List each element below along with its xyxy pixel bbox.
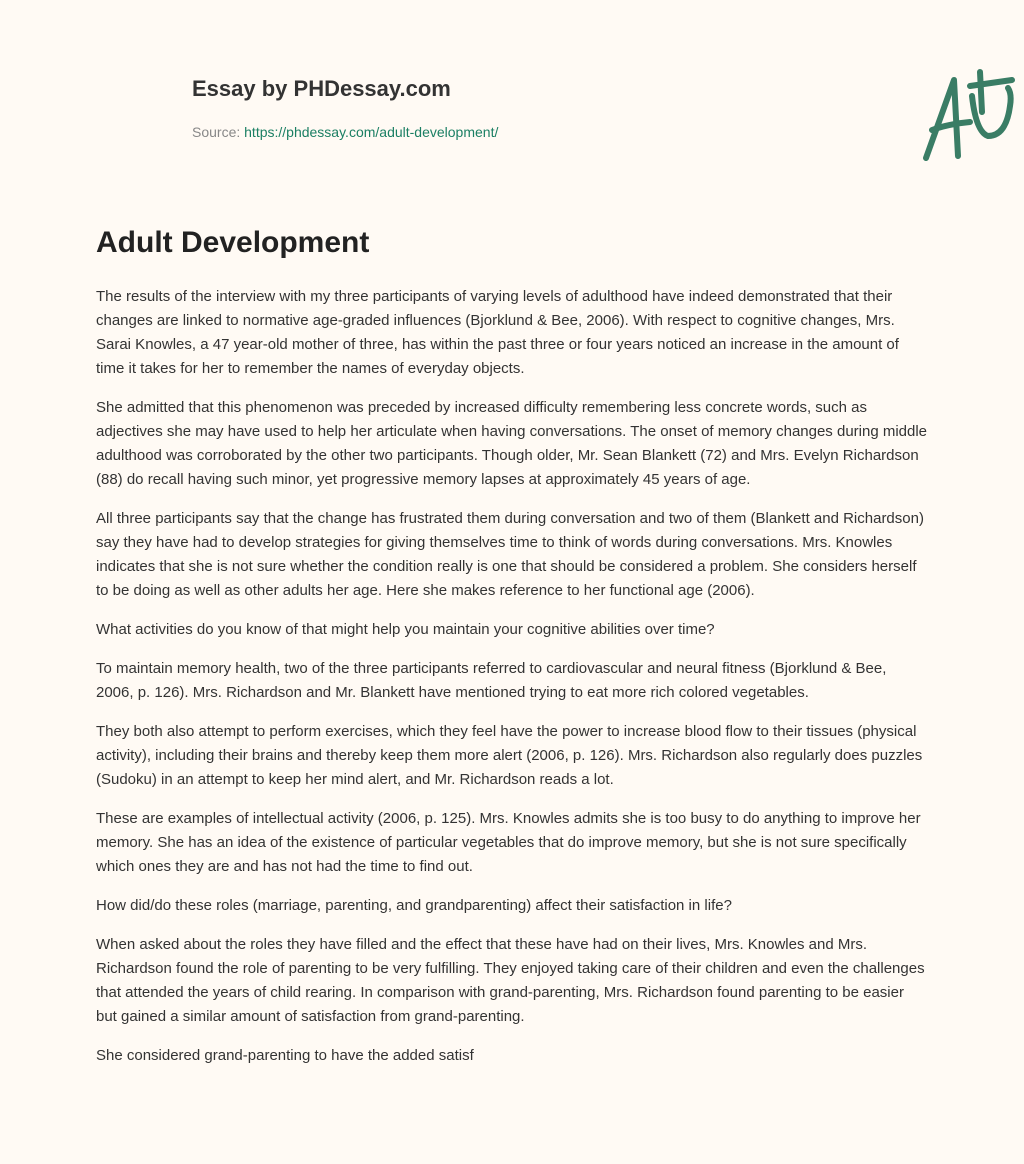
paragraph: All three participants say that the change has frustrated them during conversation and two of them (Blankett and Richardson) say they have had to develop strategies for giving themselves time to think of words during conversations. Mrs. Knowles indicates that she is not sure whether the condition really is one that should be considered a problem. She considers herself to be doing as well as other adults her age. Here she makes reference to her functional age (2006). bbox=[96, 510, 924, 599]
essay-title: Adult Development bbox=[96, 226, 370, 259]
paragraph: They both also attempt to perform exercises, which they feel have the power to increase blood flow to their tissues (physical activity), including their brains and thereby keep them more alert (2006, p. 126). Mrs. Richardson also regularly does puzzles (Sudoku) in an attempt to keep her mind alert, and Mr. Richardson reads a lot. bbox=[96, 723, 923, 788]
source-line bbox=[192, 124, 498, 140]
paragraph: What activities do you know of that might help you maintain your cognitive abilities over time? bbox=[96, 621, 715, 638]
paragraph: She considered grand-parenting to have the added satisf bbox=[96, 1047, 474, 1064]
a-plus-logo-icon bbox=[914, 66, 1024, 166]
source-link[interactable]: https://phdessay.com/adult-development/ bbox=[244, 124, 499, 140]
header bbox=[96, 0, 928, 200]
paragraph: The results of the interview with my three participants of varying levels of adulthood have indeed demonstrated that their changes are linked to normative age-graded influences (Bjorklund & Bee, 2006). With respect to cognitive changes, Mrs. Sarai Knowles, a 47 year-old mother of three, has within the past three or four years noticed an increase in the amount of time it takes for her to remember the names of everyday objects. bbox=[96, 288, 899, 377]
essay-body bbox=[96, 285, 928, 1083]
paragraph: These are examples of intellectual activity (2006, p. 125). Mrs. Knowles admits she is too busy to do anything to improve her memory. She has an idea of the existence of particular vegetables that do improve memory, but she is not sure specifically which ones they are and has not had the time to find out. bbox=[96, 810, 921, 875]
source-label: Source: bbox=[192, 124, 241, 140]
brand-title: Essay by PHDessay.com bbox=[192, 76, 451, 101]
paragraph: How did/do these roles (marriage, parenting, and grandparenting) affect their satisfaction in life? bbox=[96, 897, 732, 914]
paragraph: She admitted that this phenomenon was preceded by increased difficulty remembering less concrete words, such as adjectives she may have used to help her articulate when having conversations. The onset of memory changes during middle adulthood was corroborated by the other two participants. Though older, Mr. Sean Blankett (72) and Mrs. Evelyn Richardson (88) do recall having such minor, yet progressive memory lapses at approximately 45 years of age. bbox=[96, 399, 928, 488]
paragraph: To maintain memory health, two of the three participants referred to cardiovascular and neural fitness (Bjorklund & Bee, 2006, p. 126). Mrs. Richardson and Mr. Blankett have mentioned trying to eat more rich colored vegetables. bbox=[96, 660, 887, 701]
paragraph: When asked about the roles they have filled and the effect that these have had on their lives, Mrs. Knowles and Mrs. Richardson found the role of parenting to be very fulfilling. They enjoyed taking care of their children and even the challenges that attended the years of child rearing. In comparison with grand-parenting, Mrs. Richardson found parenting to be easier but gained a similar amount of satisfaction from grand-parenting. bbox=[96, 936, 925, 1025]
